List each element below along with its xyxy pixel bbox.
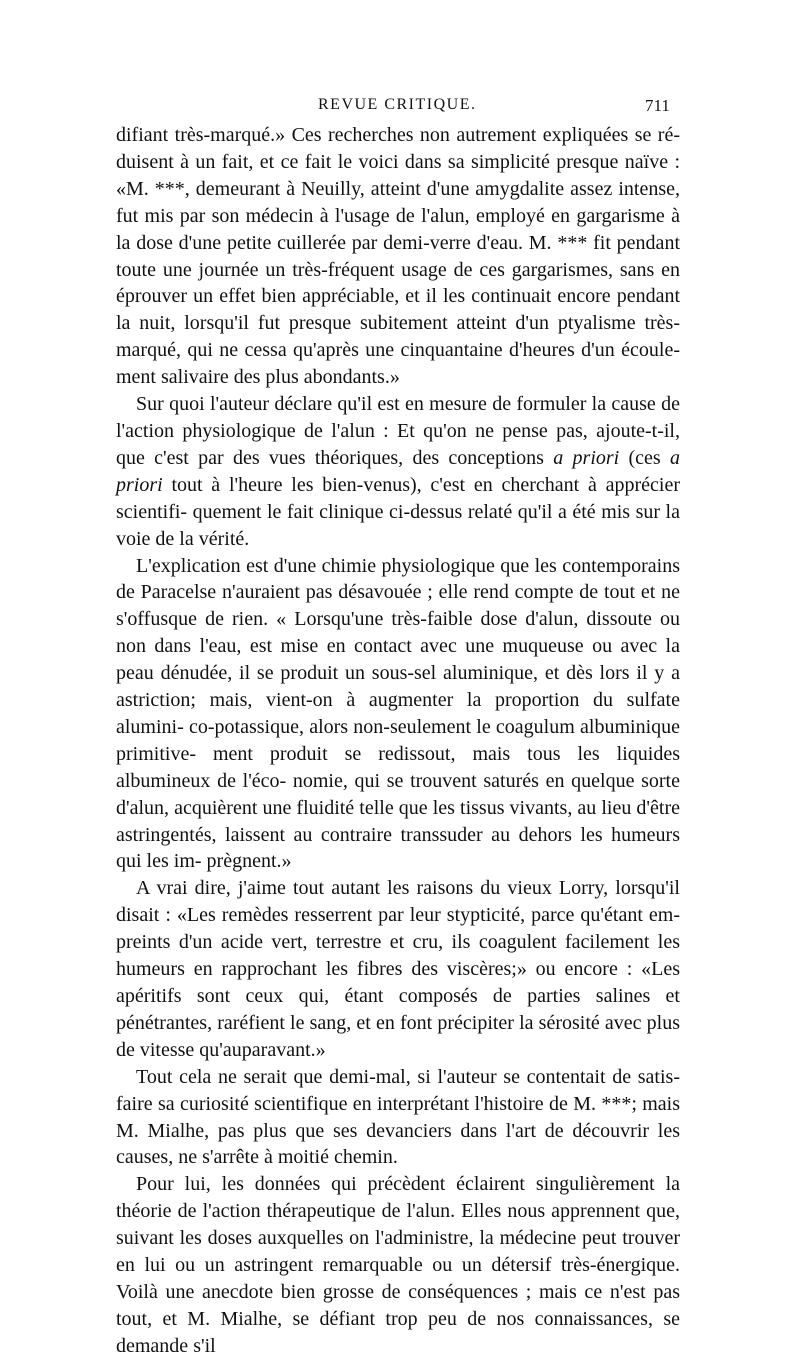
paragraph-4: A vrai dire, j'aime tout autant les raisons du vieux Lorry, lorsqu'il disait : «Les remèdes resserrent par leur stypticité, parce qu'étant em- preints d'un acide vert, terrestre et cru, ils coagulent facilement les humeurs en rapprochant les fibres des viscères;» ou encore : «Les apéritifs sont ceux qui, étant composés de parties salines et pénétrantes, raréfient le sang, et en font précipiter la sérosité avec plus de vitesse qu'auparavant.» — [116, 877, 680, 1061]
italic-a-priori-1: a priori — [553, 446, 620, 469]
paragraph-2-text-b: (ces — [619, 446, 670, 469]
paragraph-3: L'explication est d'une chimie physiologique que les contemporains de Paracelse n'auraient pas désavouée ; elle rend compte de tout et ne s'offusque de rien. « Lorsqu'une très-faible dose d'alun, dissoute ou non dans l'eau, est mise en contact avec une muqueuse ou avec la peau dénudée, il se produit un sous-sel aluminique, et dès lors il y a astriction; mais, vient-on à augmenter la proportion du sulfate alumini- co-potassique, alors non-seulement le coagulum albuminique primitive- ment produit se redissout, mais tous les liquides albumineux de l'éco- nomie, qui se trouvent saturés en quelque sorte d'alun, acquièrent une fluidité telle que les tissus vivants, au lieu d'être astringentés, laissent au contraire transsuder au dehors les humeurs qui les im- prègnent.» — [116, 554, 680, 873]
paragraph-6: Pour lui, les données qui précèdent éclairent singulièrement la théorie de l'action thérapeutique de l'alun. Elles nous apprennent que, suivant les doses auxquelles on l'administre, la médecine peut trouver en lui ou un astringent remarquable ou un détersif très-énergique. Voilà une anecdote bien grosse de conséquences ; mais ce n'est pas tout, et M. Mialhe, se défiant trop peu de nos connaissances, se demande s'il — [116, 1173, 680, 1357]
paragraph-2-text-c: tout à l'heure les bien-venus), c'est en cherchant à apprécier scientifi- quement le fait clinique ci-dessus relaté qu'il a été mis sur la voie de la vérité. — [116, 473, 680, 550]
paragraph-2-text-a: Sur quoi l'auteur déclare qu'il est en mesure de formuler la cause de l'action physiologique de l'alun : Et qu'on ne pense pas, ajoute-t-il, que c'est par des vues théoriques, des conceptions — [116, 393, 680, 469]
page-number: 711 — [645, 96, 670, 115]
paragraph-1: difiant très-marqué.» Ces recherches non autrement expliquées se ré- duisent à un fait, et ce fait le voici dans sa simplicité presque naïve : «M. ***, demeurant à Neuilly, atteint d'une amygdalite assez intense, fut mis par son médecin à l'usage de l'alun, employé en gargarisme à la dose d'une petite cuillerée par demi-verre d'eau. M. *** fit pendant toute une journée un très-fréquent usage de ces gargarismes, sans en éprouver un effet bien appréciable, et il les continuait encore pendant la nuit, lorsqu'il fut presque subitement atteint d'un ptyalisme très- marqué, qui ne cessa qu'après une cinquantaine d'heures d'un écoule- ment salivaire des plus abondants.» — [116, 124, 680, 389]
italic-a-priori-2: a priori — [116, 446, 680, 496]
page-header — [0, 96, 800, 120]
paragraph-5: Tout cela ne serait que demi-mal, si l'auteur se contentait de satis- faire sa curiosité scientifique en interprétant l'histoire de M. ***; mais M. Mialhe, pas plus que ses devanciers dans l'art de découvrir les causes, ne s'arrête à moitié chemin. — [116, 1065, 680, 1169]
running-head: REVUE CRITIQUE. — [318, 96, 477, 113]
body-text — [116, 122, 680, 1360]
paragraph-2 — [116, 391, 680, 552]
